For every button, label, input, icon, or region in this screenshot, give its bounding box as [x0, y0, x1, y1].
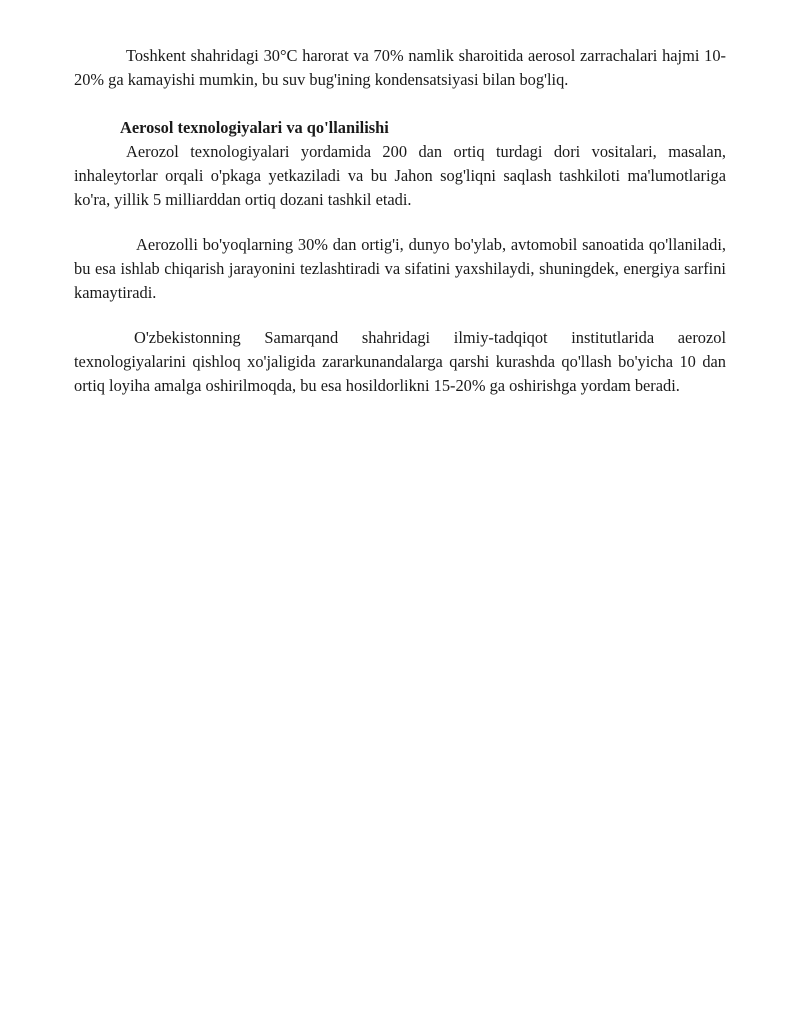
- paragraph-medical: Aerozol texnologiyalari yordamida 200 dan ortiq turdagi dori vositalari, masalan, inhaleytorlar orqali o'pkaga yetkaziladi va bu Jahon sog'liqni saqlash tashkiloti ma'lumotlariga ko'ra, yillik 5 milliarddan ortiq dozani tashkil etadi.: [74, 142, 726, 209]
- paragraph-paints: Aerozolli bo'yoqlarning 30% dan ortig'i, dunyo bo'ylab, avtomobil sanoatida qo'llaniladi, bu esa ishlab chiqarish jarayonini tezlashtiradi va sifatini yaxshilaydi, shuningdek, energiya sarfini kamaytiradi.: [74, 235, 726, 302]
- paragraph-agriculture: O'zbekistonning Samarqand shahridagi ilmiy-tadqiqot institutlarida aerozol texnologiyalarini qishloq xo'jaligida zararkunandalarga qarshi kurashda qo'llash bo'yicha 10 dan ortiq loyiha amalga oshirilmoqda, bu esa hosildorlikni 15-20% ga oshirishga yordam beradi.: [74, 328, 726, 395]
- paragraph-humidity: Toshkent shahridagi 30°C harorat va 70% namlik sharoitida aerosol zarrachalari hajmi 10-20% ga kamayishi mumkin, bu suv bug'ining kondensatsiyasi bilan bog'liq.: [74, 46, 726, 89]
- document-page: [74, 44, 726, 398]
- section-heading: Aerosol texnologiyalari va qo'llanilishi: [120, 118, 389, 137]
